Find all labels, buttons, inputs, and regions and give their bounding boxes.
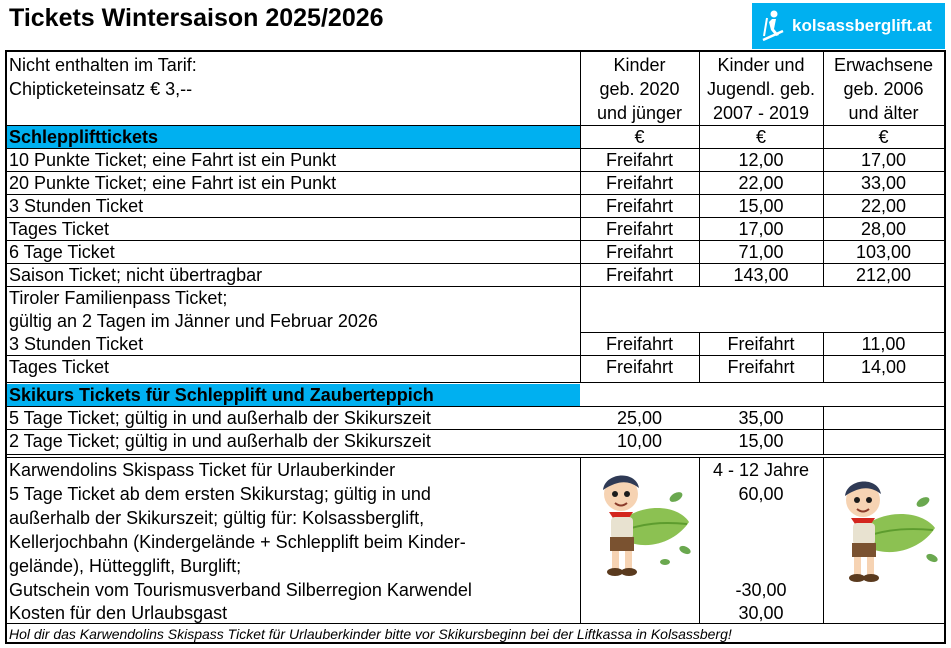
table-row-label: Saison Ticket; nicht übertragbar: [9, 265, 263, 285]
table-cell: 11,00: [861, 334, 906, 354]
karwendolins-line: Karwendolins Skispass Ticket für Urlauberkinder: [9, 460, 396, 480]
table-row-label: 6 Tage Ticket: [9, 242, 115, 262]
footer-note: Hol dir das Karwendolins Skispass Ticket für Urlauberkinder bitte vor Skikursbeginn bei der Liftkassa in Kolsassberg!: [9, 626, 732, 642]
currency-kinder: €: [634, 127, 645, 147]
karwendolins-price: 60,00: [738, 484, 784, 504]
logo[interactable]: [752, 3, 945, 49]
table-row-label: 3 Stunden Ticket: [9, 334, 144, 354]
table-cell: 15,00: [738, 196, 784, 216]
table-row-label: 20 Punkte Ticket; eine Fahrt ist ein Punkt: [9, 173, 337, 193]
table-row-label: Tages Ticket: [9, 357, 110, 377]
table-cell: 14,00: [860, 357, 907, 377]
table-cell: 35,00: [738, 408, 784, 428]
family-pass-validity: gültig an 2 Tagen im Jänner und Februar 2026: [9, 311, 378, 331]
skier-icon: [760, 9, 786, 43]
col-header-kinder-3: und jünger: [596, 103, 683, 123]
table-cell: Freifahrt: [605, 357, 674, 377]
table-cell: 22,00: [738, 173, 784, 193]
karwendolins-cost: 30,00: [738, 603, 784, 623]
table-cell: Freifahrt: [605, 196, 674, 216]
section-title-schlepplift: Schlepplifttickets: [9, 127, 159, 147]
table-row-label: Tages Ticket: [9, 219, 110, 239]
table-cell: 103,00: [855, 242, 912, 262]
karwendolins-line: Gutschein vom Tourismusverband Silberregion Karwendel: [9, 580, 472, 600]
mascot-illustration-right: [825, 468, 943, 588]
karwendolins-voucher: -30,00: [735, 580, 787, 600]
table-cell: 10,00: [616, 431, 663, 451]
table-cell: 143,00: [733, 265, 789, 285]
table-row-label: 3 Stunden Ticket: [9, 196, 144, 216]
karwendolins-line: gelände), Hüttegglift, Burglift;: [9, 556, 242, 576]
table-cell: 12,00: [738, 150, 784, 170]
table-cell: 28,00: [860, 219, 907, 239]
price-table: [5, 50, 946, 644]
karwendolins-line: Kosten für den Urlaubsgast: [9, 603, 228, 623]
page-title: Tickets Wintersaison 2025/2026: [9, 4, 384, 32]
table-row-label: 2 Tage Ticket; gültig in und außerhalb der Skikurszeit: [9, 431, 431, 451]
table-cell: 17,00: [738, 219, 784, 239]
table-cell: 22,00: [860, 196, 907, 216]
table-cell: Freifahrt: [605, 219, 674, 239]
col-header-jugend-3: 2007 - 2019: [712, 103, 810, 123]
table-cell: 212,00: [855, 265, 912, 285]
col-header-kinder-1: Kinder: [613, 55, 666, 75]
mascot-illustration-left: [581, 462, 697, 582]
section-title-skikurs: Skikurs Tickets für Schlepplift und Zauberteppich: [9, 385, 434, 405]
logo-text: kolsassberglift.at: [792, 16, 932, 35]
table-row-label: 10 Punkte Ticket; eine Fahrt ist ein Punkt: [9, 150, 337, 170]
karwendolins-line: 5 Tage Ticket ab dem ersten Skikurstag; gültig in und: [9, 484, 431, 504]
intro-line-1: Nicht enthalten im Tarif:: [9, 55, 197, 75]
col-header-kinder-2: geb. 2020: [599, 79, 680, 99]
karwendolins-line: Kellerjochbahn (Kindergelände + Schlepplift beim Kinder-: [9, 532, 466, 552]
table-cell: Freifahrt: [605, 265, 674, 285]
currency-jugend: €: [755, 127, 766, 147]
col-header-erw-2: geb. 2006: [843, 79, 924, 99]
table-cell: 71,00: [738, 242, 784, 262]
col-header-jugend-1: Kinder und: [717, 55, 805, 75]
col-header-erw-1: Erwachsene: [833, 55, 934, 75]
karwendolins-line: außerhalb der Skikurszeit; gültig für: Kolsassberglift,: [9, 508, 425, 528]
family-pass-title: Tiroler Familienpass Ticket;: [9, 288, 228, 308]
karwendolins-age: 4 - 12 Jahre: [712, 460, 810, 480]
table-cell: Freifahrt: [605, 242, 674, 262]
table-cell: Freifahrt: [605, 173, 674, 193]
col-header-jugend-2: Jugendl. geb.: [706, 79, 816, 99]
table-cell: Freifahrt: [605, 334, 674, 354]
col-header-erw-3: und älter: [848, 103, 919, 123]
intro-line-2: Chipticketeinsatz € 3,--: [9, 79, 193, 99]
table-cell: 15,00: [738, 431, 784, 451]
table-cell: Freifahrt: [605, 150, 674, 170]
table-row-label: 5 Tage Ticket; gültig in und außerhalb der Skikurszeit: [9, 408, 431, 428]
table-cell: Freifahrt: [727, 334, 795, 354]
table-cell: 25,00: [616, 408, 663, 428]
table-cell: 17,00: [860, 150, 907, 170]
table-cell: 33,00: [860, 173, 907, 193]
currency-erw: €: [878, 127, 889, 147]
table-cell: Freifahrt: [727, 357, 795, 377]
